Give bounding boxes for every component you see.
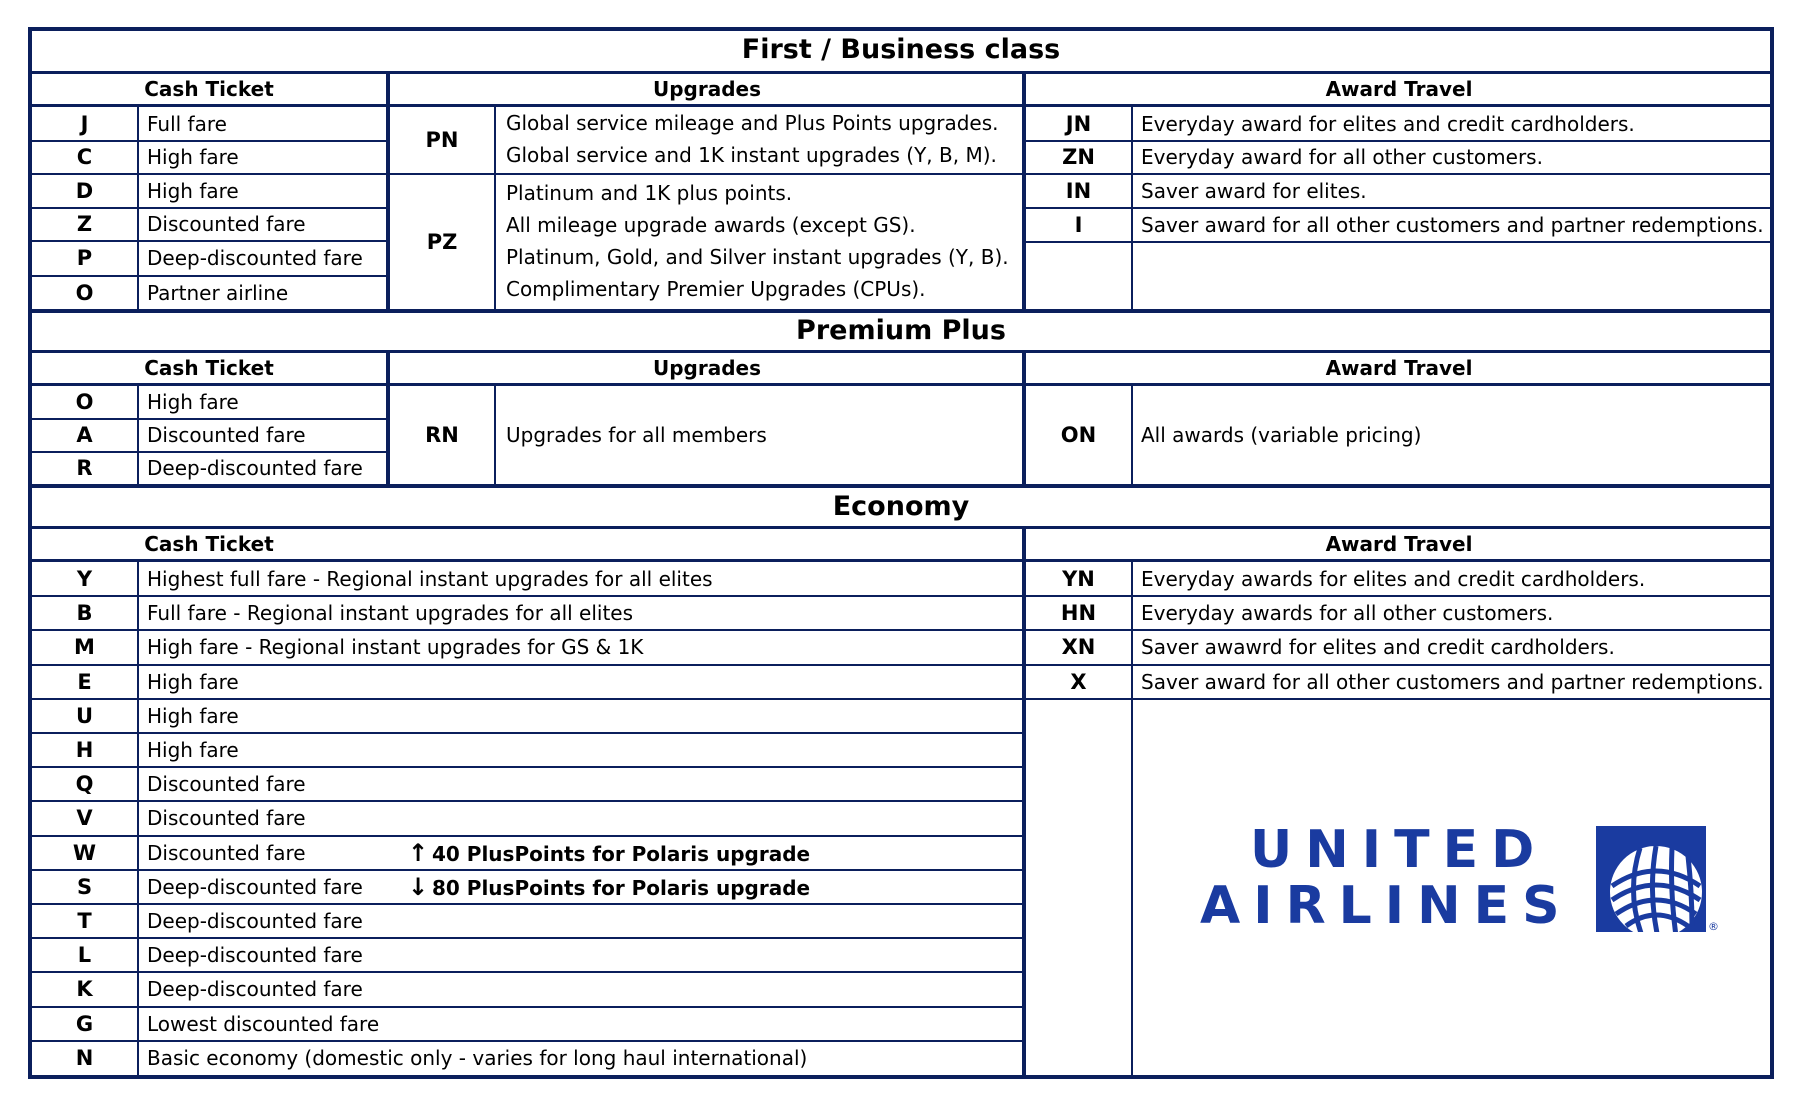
award-code: YN	[1062, 567, 1095, 591]
fare-label: Full fare - Regional instant upgrades for all elites	[147, 601, 634, 625]
fare-label: Discounted fare	[147, 423, 306, 447]
fare-label: Deep-discounted fare	[147, 246, 363, 270]
fare-code: H	[75, 738, 94, 762]
arrow-up-icon: ↑	[407, 839, 429, 867]
header-upgrades: Upgrades	[652, 356, 762, 380]
divider	[494, 386, 496, 485]
fare-label: High fare	[147, 704, 239, 728]
fare-label: High fare	[147, 390, 239, 414]
upgrade-code: RN	[425, 423, 459, 447]
fare-label: Deep-discounted fare	[147, 977, 363, 1001]
fare-code: T	[77, 909, 92, 933]
section-title-economy: Economy	[832, 491, 970, 522]
fare-label: High fare - Regional instant upgrades for GS & 1K	[147, 635, 644, 659]
award-code: XN	[1061, 635, 1096, 659]
award-label: Everyday awards for all other customers.	[1141, 601, 1554, 625]
upgrade-label: All mileage upgrade awards (except GS).	[506, 213, 916, 237]
award-label: Saver award for all other customers and partner redemptions.	[1141, 670, 1764, 694]
award-code: IN	[1065, 179, 1092, 203]
fare-code: Y	[76, 567, 93, 591]
fare-label: Lowest discounted fare	[147, 1012, 380, 1036]
divider	[137, 386, 139, 485]
fare-code: O	[75, 390, 94, 414]
fare-code: V	[76, 806, 93, 830]
pluspoints-note-down	[404, 870, 824, 904]
award-label: Everyday award for elites and credit cardholders.	[1141, 112, 1635, 136]
upgrade-label: Global service and 1K instant upgrades (Y, B, M).	[506, 143, 997, 167]
pluspoints-down-label: 80 PlusPoints for Polaris upgrade	[432, 876, 811, 900]
fare-label: Highest full fare - Regional instant upgrades for all elites	[147, 567, 713, 591]
header-upgrades: Upgrades	[652, 77, 762, 101]
fare-label: Discounted fare	[147, 212, 306, 236]
award-label: Saver award for all other customers and partner redemptions.	[1141, 213, 1764, 237]
fare-code: G	[75, 1012, 94, 1036]
award-code: ZN	[1062, 145, 1095, 169]
award-label: Everyday awards for elites and credit cardholders.	[1141, 567, 1646, 591]
header-award-travel: Award Travel	[1325, 532, 1473, 556]
header-award-travel: Award Travel	[1325, 77, 1473, 101]
fare-code: J	[80, 112, 89, 136]
award-label: Saver award for elites.	[1141, 179, 1367, 203]
fare-code: D	[75, 179, 94, 203]
upgrade-label: Global service mileage and Plus Points upgrades.	[506, 111, 999, 135]
pluspoints-up-label: 40 PlusPoints for Polaris upgrade	[432, 842, 811, 866]
fare-label: High fare	[147, 738, 239, 762]
fare-code: S	[76, 875, 93, 899]
fare-code: P	[76, 246, 93, 270]
fare-label: High fare	[147, 145, 239, 169]
section-title-premium-plus: Premium Plus	[796, 315, 1006, 346]
arrow-down-icon: ↓	[407, 873, 429, 901]
upgrade-label: Platinum and 1K plus points.	[506, 181, 793, 205]
logo-united: UNITED	[1250, 820, 1548, 880]
header-award-travel: Award Travel	[1325, 356, 1473, 380]
fare-label: High fare	[147, 670, 239, 694]
fare-code: B	[76, 601, 93, 625]
fare-label: Discounted fare	[147, 841, 306, 865]
fare-code: A	[76, 423, 93, 447]
fare-label: Discounted fare	[147, 806, 306, 830]
fare-code: K	[76, 977, 93, 1001]
fare-label: Discounted fare	[147, 772, 306, 796]
upgrade-code: PN	[425, 128, 459, 152]
divider	[1026, 698, 1770, 700]
upgrade-label: Complimentary Premier Upgrades (CPUs).	[506, 277, 926, 301]
fare-code: R	[76, 456, 93, 480]
divider	[494, 107, 496, 310]
award-code: ON	[1060, 423, 1097, 447]
united-globe-icon	[1596, 826, 1706, 932]
fare-code: L	[77, 943, 92, 967]
upgrade-code: PZ	[426, 230, 458, 254]
fare-code: E	[77, 670, 92, 694]
fare-label: Full fare	[147, 112, 227, 136]
award-code: HN	[1060, 601, 1097, 625]
award-code: JN	[1065, 112, 1092, 136]
fare-label: Partner airline	[147, 281, 289, 305]
divider	[1026, 241, 1770, 243]
header-cash-ticket: Cash Ticket	[144, 356, 274, 380]
award-label: Saver awawrd for elites and credit cardholders.	[1141, 635, 1615, 659]
fare-label: High fare	[147, 179, 239, 203]
award-label: Everyday award for all other customers.	[1141, 145, 1543, 169]
fare-label: Deep-discounted fare	[147, 875, 363, 899]
fare-code: Q	[75, 772, 94, 796]
upgrade-label: Upgrades for all members	[506, 423, 767, 447]
fare-code: N	[75, 1046, 94, 1070]
divider	[1131, 562, 1133, 1076]
fare-label: Deep-discounted fare	[147, 456, 363, 480]
fare-code: C	[76, 145, 93, 169]
fare-label: Basic economy (domestic only - varies for long haul international)	[147, 1046, 808, 1070]
fare-code: W	[72, 841, 97, 865]
fare-label: Deep-discounted fare	[147, 909, 363, 933]
fare-label: Deep-discounted fare	[147, 943, 363, 967]
registered-mark: ®	[1708, 920, 1719, 933]
fare-code: Z	[76, 212, 93, 236]
section-title-first-business: First / Business class	[741, 34, 1061, 65]
fare-code: M	[74, 635, 95, 659]
divider	[137, 562, 139, 1076]
header-cash-ticket: Cash Ticket	[144, 532, 274, 556]
divider	[1131, 386, 1133, 485]
award-code: I	[1074, 213, 1083, 237]
award-code: X	[1070, 670, 1087, 694]
logo-airlines: AIRLINES	[1200, 876, 1573, 936]
header-cash-ticket: Cash Ticket	[144, 77, 274, 101]
fare-code: U	[75, 704, 94, 728]
fare-code: O	[75, 281, 94, 305]
pluspoints-note-up	[404, 836, 824, 870]
upgrade-label: Platinum, Gold, and Silver instant upgrades (Y, B).	[506, 245, 1009, 269]
award-label: All awards (variable pricing)	[1141, 423, 1422, 447]
